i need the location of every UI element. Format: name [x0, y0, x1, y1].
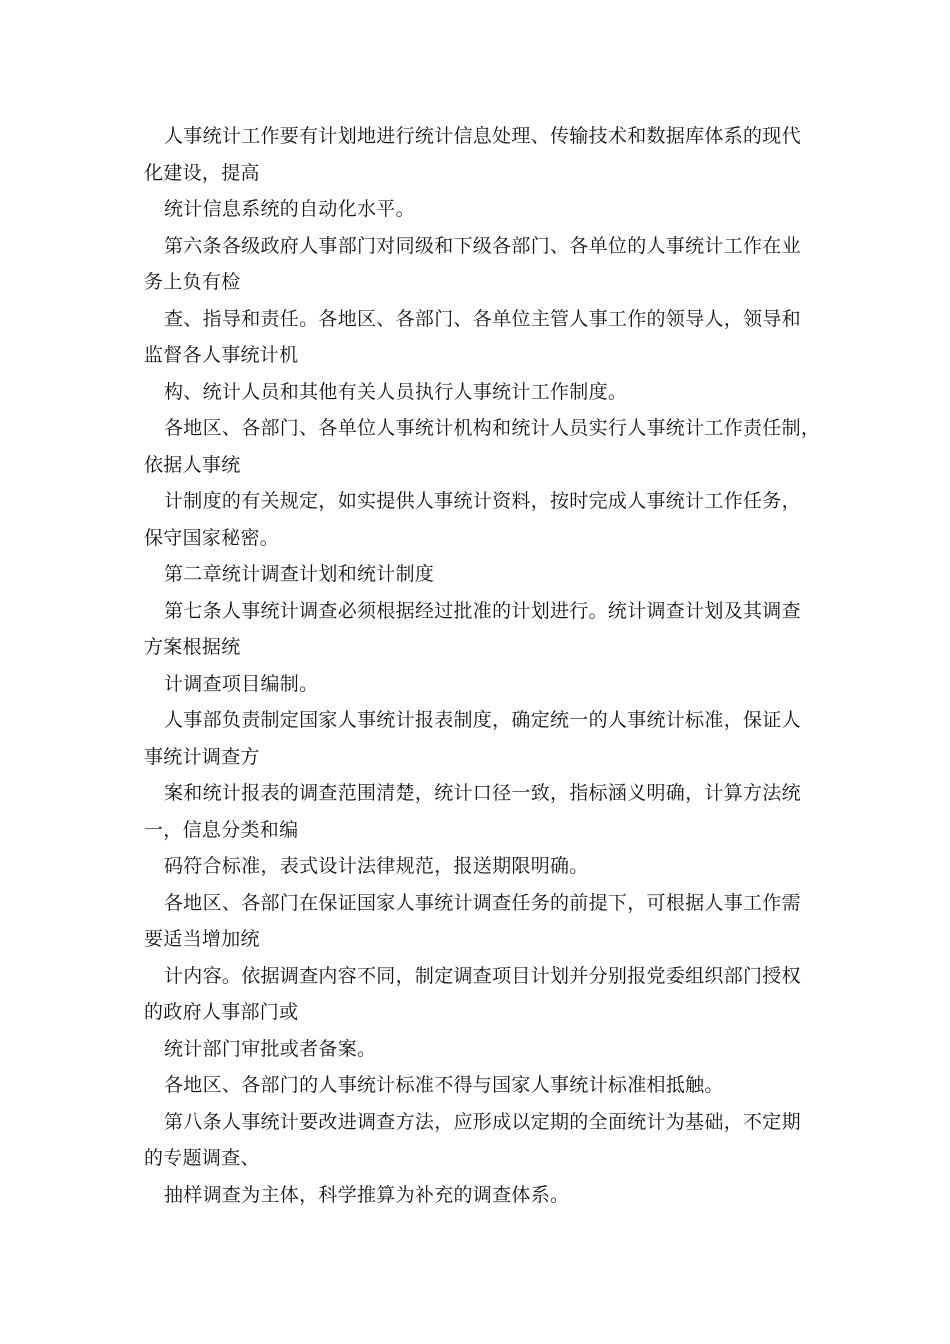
text-line: 第六条各级政府人事部门对同级和下级各部门、各单位的人事统计工作在业 [164, 234, 801, 257]
text-line: 第七条人事统计调查必须根据经过批准的计划进行。统计调查计划及其调查 [164, 599, 801, 622]
text-line: 码符合标准，表式设计法律规范，报送期限明确。 [164, 855, 589, 877]
text-line: 统计信息系统的自动化水平。 [164, 198, 415, 220]
text-line: 计调查项目编制。 [164, 672, 319, 695]
text-line: 一，信息分类和编 [144, 818, 299, 841]
text-line: 构、统计人员和其他有关人员执行人事统计工作制度。 [164, 380, 628, 403]
text-line: 方案根据统 [144, 636, 241, 658]
text-line: 计内容。依据调查内容不同，制定调查项目计划并分别报党委组织部门授权 [164, 964, 801, 987]
text-line: 依据人事统 [144, 453, 241, 476]
text-line: 各地区、各部门、各单位人事统计机构和统计人员实行人事统计工作责任制， [164, 417, 821, 439]
text-line: 统计部门审批或者备案。 [164, 1037, 377, 1060]
text-line: 各地区、各部门的人事统计标准不得与国家人事统计标准相抵触。 [164, 1074, 724, 1096]
text-line: 抽样调查为主体，科学推算为补充的调查体系。 [164, 1183, 570, 1206]
text-line: 查、指导和责任。各地区、各部门、各单位主管人事工作的领导人，领导和 [164, 307, 801, 330]
text-line: 人事统计工作要有计划地进行统计信息处理、传输技术和数据库体系的现代 [164, 125, 801, 147]
text-line: 要适当增加统 [144, 928, 260, 950]
text-line: 监督各人事统计机 [144, 344, 299, 366]
text-line: 第八条人事统计要改进调查方法，应形成以定期的全面统计为基础，不定期 [164, 1110, 801, 1133]
text-line: 务上负有检 [144, 271, 241, 293]
text-line: 保守国家秘密。 [144, 526, 280, 549]
text-line: 案和统计报表的调查范围清楚，统计口径一致，指标涵义明确，计算方法统 [164, 782, 801, 804]
body-text [144, 118, 821, 1213]
text-line: 的政府人事部门或 [144, 1001, 299, 1023]
text-line: 人事部负责制定国家人事统计报表制度，确定统一的人事统计标准，保证人 [164, 709, 801, 731]
text-line: 事统计调查方 [144, 745, 260, 768]
text-line: 第二章统计调查计划和统计制度 [164, 563, 435, 585]
text-line: 各地区、各部门在保证国家人事统计调查任务的前提下，可根据人事工作需 [164, 891, 801, 914]
text-line: 计制度的有关规定，如实提供人事统计资料，按时完成人事统计工作任务， [164, 490, 801, 512]
text-line: 的专题调查、 [144, 1147, 260, 1169]
text-line: 化建设，提高 [144, 161, 260, 184]
